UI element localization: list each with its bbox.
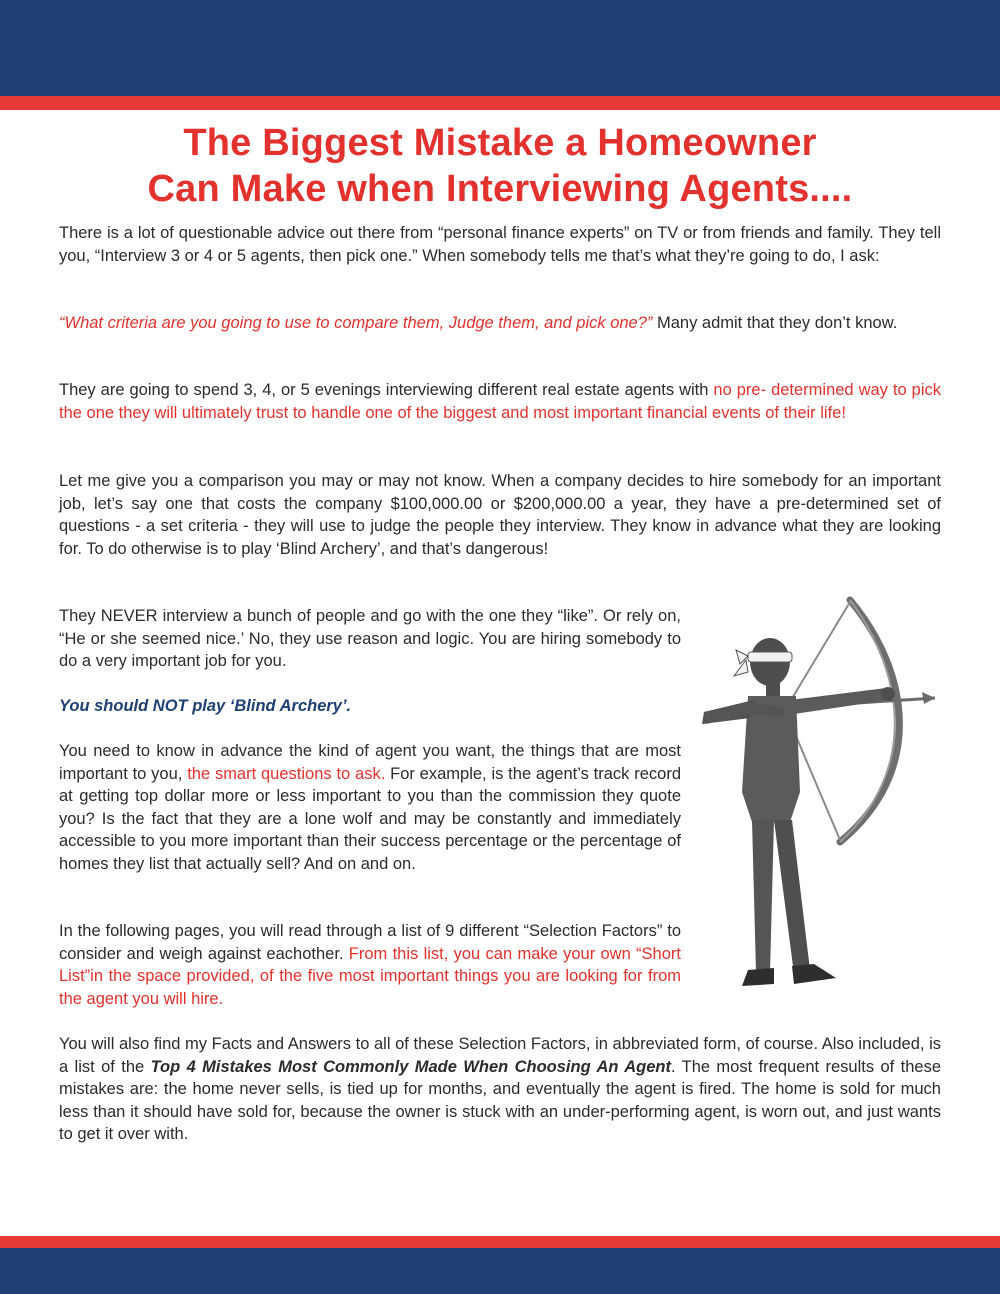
smart-questions-highlight: the smart questions to ask.	[187, 764, 386, 783]
blindfolded-archer-illustration	[690, 592, 950, 1002]
header-red-stripe	[0, 96, 1000, 110]
know-rest: For example, is the agent’s track record at getting top dollar more or less important to you than the commission they quote you? Is the fact that they are a lone wolf and may be constantly and immediately accessible to you more important than their success percentage or the percentage of homes they list that actually sell? And on and on.	[59, 764, 681, 873]
paragraph-comparison: Let me give you a comparison you may or may not know. When a company decides to hire somebody for an important job, let’s say one that costs the company $100,000.00 or $200,000.00 a year, they have a pre-determined set of questions - a set criteria - they will use to judge the people they interview. They know in advance what they are looking for. To do otherwise is to play ‘Blind Archery’, and that’s dangerous!	[59, 472, 941, 558]
archer-bow-arm	[790, 688, 888, 714]
facts-lead: You will also find my Facts and Answers to all of these Selection Factors, in abbreviated form, of course. Also included, is a list of the	[59, 1035, 941, 1076]
paragraph-know-in-advance	[59, 740, 681, 875]
archer-right-shoe	[792, 964, 836, 984]
blindfold	[748, 652, 792, 662]
evenings-highlight: no pre- determined way to pick the one they will ultimately trust to handle one of the biggest and most important financial events of their life!	[59, 381, 941, 422]
top-4-mistakes-emphasis: Top 4 Mistakes Most Commonly Made When Choosing An Agent	[150, 1057, 671, 1076]
title-line-1: The Biggest Mistake a Homeowner	[183, 122, 817, 164]
criteria-quote: “What criteria are you going to use to compare them, Judge them, and pick one?”	[59, 314, 653, 332]
criteria-rest: Many admit that they don’t know.	[652, 314, 898, 332]
page-title	[40, 120, 960, 212]
paragraph-criteria-question	[59, 312, 941, 335]
paragraph-intro: There is a lot of questionable advice out there from “personal finance experts” on TV or from friends and family. They tell you, “Interview 3 or 4 or 5 agents, then pick one.” When somebody tells me that’s what they’re going to do, I ask:	[59, 224, 941, 265]
archer-left-leg	[752, 820, 774, 972]
short-list-highlight: From this list, you can make your own “Short List”in the space provided, of the five most important things you are looking for from the agent you will hire.	[59, 944, 681, 1008]
facts-rest: . The most frequent results of these mistakes are: the home never sells, is tied up for months, and eventually the agent is fired. The home is sold for much less than it should have sold for, because the owner is stuck with an under-performing agent, is worn out, and just wants to get it over with.	[59, 1057, 941, 1143]
archer-right-leg	[774, 820, 810, 974]
header-band	[0, 0, 1000, 96]
footer-red-stripe	[0, 1236, 1000, 1248]
title-line-2: Can Make when Interviewing Agents....	[147, 168, 853, 210]
paragraph-never-interview: They NEVER interview a bunch of people and go with the one they “like”. Or rely on, “He or she seemed nice.’ No, they use reason and logic. You are hiring somebody to do a very important job for you.	[59, 607, 681, 670]
callout-blind-archery: You should NOT play ‘Blind Archery’.	[59, 697, 352, 715]
paragraph-selection-factors	[59, 920, 681, 1010]
footer-band	[0, 1248, 1000, 1294]
paragraph-evenings	[59, 379, 941, 424]
factors-lead: In the following pages, you will read through a list of 9 different “Selection Factors” to consider and weigh against eachother.	[59, 922, 681, 963]
archer-left-shoe	[742, 968, 774, 986]
know-lead: You need to know in advance the kind of agent you want, the things that are most important to you,	[59, 742, 681, 783]
evenings-lead: They are going to spend 3, 4, or 5 evenings interviewing different real estate agents with	[59, 381, 714, 399]
paragraph-facts-answers	[59, 1033, 941, 1146]
